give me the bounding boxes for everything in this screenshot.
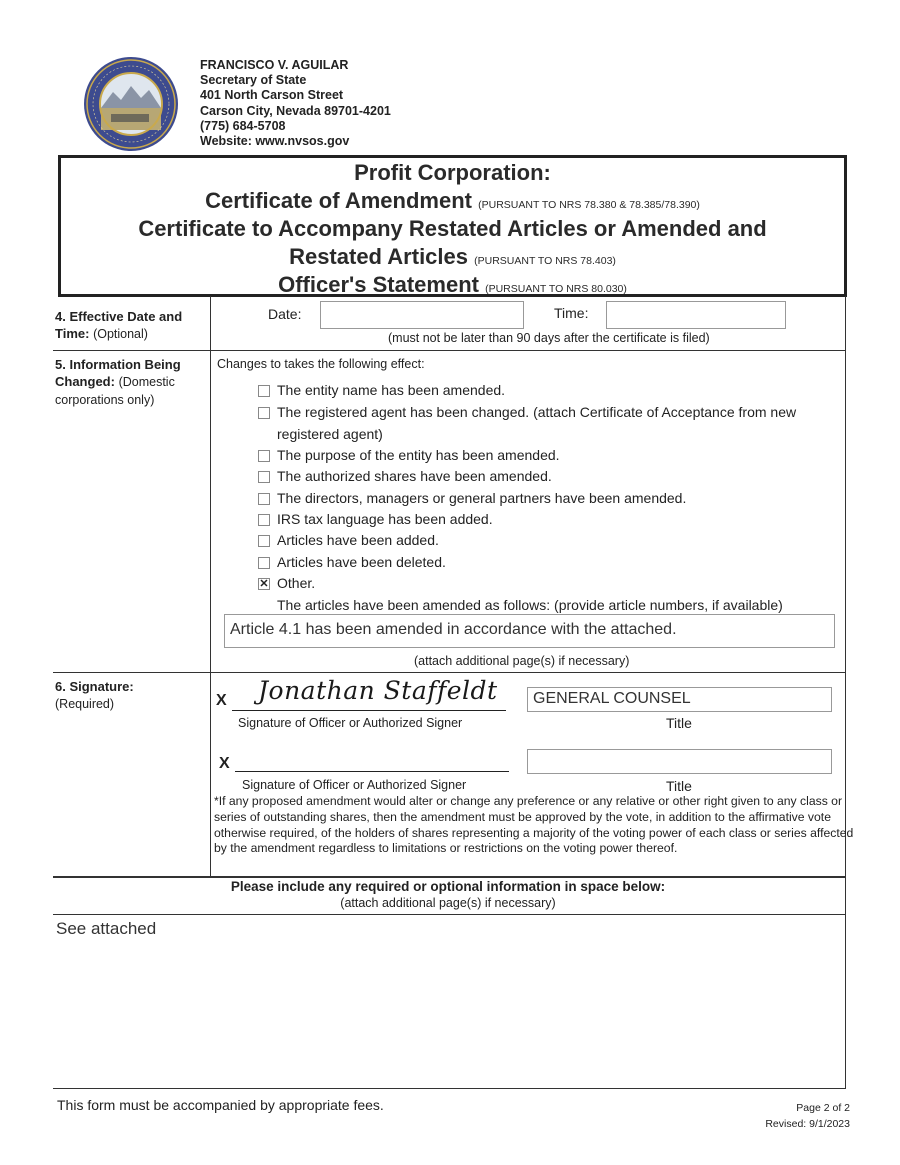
title-line-3: Certificate to Accompany Restated Articles or Amended and	[138, 216, 767, 241]
section-5-label: 5. Information Being Changed: (Domestic corporations only)	[55, 357, 181, 407]
amend-prompt: The articles have been amended as follows: (provide article numbers, if available)	[277, 597, 783, 613]
extra-info-field[interactable]: See attached	[56, 919, 157, 938]
table-column-divider	[210, 296, 211, 876]
office-name: FRANCISCO V. AGUILAR	[200, 58, 349, 72]
checkbox-label: The entity name has been amended.	[277, 382, 506, 398]
checkbox-label: The directors, managers or general partners have been amended.	[277, 490, 687, 506]
checkbox[interactable]	[258, 385, 270, 397]
changes-intro: Changes to takes the following effect:	[217, 357, 425, 371]
office-phone: (775) 684-5708	[200, 118, 286, 133]
checkbox-label: Articles have been deleted.	[277, 554, 446, 570]
checkbox[interactable]	[258, 450, 270, 462]
checkbox-label: Other.	[277, 575, 316, 591]
row-divider-4	[53, 350, 846, 351]
checkbox[interactable]	[258, 557, 270, 569]
form-title-box	[58, 155, 847, 297]
title-line-4: Restated Articles (PURSUANT TO NRS 78.403)	[289, 244, 616, 269]
title-caption-2: Title	[666, 778, 692, 794]
signature-x-mark-1: X	[216, 692, 227, 709]
section-4-label: 4. Effective Date and Time: (Optional)	[55, 309, 183, 341]
checkbox[interactable]	[258, 514, 270, 526]
checkbox[interactable]	[258, 493, 270, 505]
row-divider-6	[53, 876, 846, 878]
signature-caption-2: Signature of Officer or Authorized Signer	[242, 778, 467, 792]
amendment-footnote: *If any proposed amendment would alter or change any preference or any relative or other right given to any class or series of outstanding shares, then the amendment must be approved by the vote, in addition to the affirmative vote otherwise required, of the holders of shares representing a majority of the voting power of each class or series affected by the amendment regardless to limitations or restrictions on the voting power thereof.	[214, 794, 854, 856]
checkbox-label-continued: registered agent)	[277, 426, 383, 442]
signature-x-mark-2: X	[219, 755, 230, 772]
effective-date-note: (must not be later than 90 days after the certificate is filed)	[388, 331, 710, 345]
title-line-5-note: (PURSUANT TO NRS 80.030)	[485, 283, 627, 295]
signature-line-1	[232, 710, 506, 711]
title-line-1: Profit Corporation:	[354, 160, 551, 185]
revision-date: Revised: 9/1/2023	[765, 1118, 850, 1130]
title-field-2[interactable]	[527, 749, 832, 774]
checkbox-label: Articles have been added.	[277, 532, 439, 548]
fees-notice: This form must be accompanied by appropriate fees.	[57, 1097, 384, 1113]
signature-1-handwritten: Jonathan Staffeldt	[258, 676, 498, 705]
table-right-border	[845, 296, 846, 1088]
signature-line-2[interactable]	[235, 771, 509, 772]
issuing-office	[200, 58, 391, 149]
office-city: Carson City, Nevada 89701-4201	[200, 103, 391, 118]
extra-info-heading: Please include any required or optional information in space below:	[230, 879, 666, 894]
checkbox-label: IRS tax language has been added.	[277, 511, 493, 527]
checkbox[interactable]	[258, 407, 270, 419]
section-6-label: 6. Signature: (Required)	[55, 679, 134, 711]
time-label: Time:	[554, 305, 589, 321]
checkbox[interactable]: ✕	[259, 578, 269, 590]
title-line-2-note: (PURSUANT TO NRS 78.380 & 78.385/78.390)	[478, 199, 700, 211]
checkbox-label: The purpose of the entity has been amended.	[277, 447, 560, 463]
attach-note: (attach additional page(s) if necessary)	[414, 654, 630, 668]
title-line-4-note: (PURSUANT TO NRS 78.403)	[474, 255, 616, 267]
title-field-1[interactable]: GENERAL COUNSEL	[527, 687, 832, 712]
office-street: 401 North Carson Street	[200, 88, 344, 103]
date-field[interactable]	[320, 301, 524, 329]
page-number: Page 2 of 2	[796, 1102, 850, 1114]
extra-info-subheading: (attach additional page(s) if necessary)	[340, 896, 556, 910]
table-bottom-border	[53, 1088, 846, 1089]
office-website: Website: www.nvsos.gov	[200, 134, 350, 149]
nevada-state-seal	[83, 56, 179, 152]
office-role: Secretary of State	[200, 73, 307, 88]
signature-caption-1: Signature of Officer or Authorized Signer	[238, 716, 463, 730]
checkbox-label: The authorized shares have been amended.	[277, 468, 552, 484]
title-line-5: Officer's Statement (PURSUANT TO NRS 80.030)	[278, 272, 627, 297]
checkbox-label: The registered agent has been changed. (attach Certificate of Acceptance from new	[277, 404, 797, 420]
title-line-2: Certificate of Amendment (PURSUANT TO NRS 78.380 & 78.385/78.390)	[205, 188, 700, 213]
checkbox[interactable]	[258, 535, 270, 547]
row-divider-extra	[53, 914, 846, 915]
row-divider-5	[53, 672, 846, 673]
date-label: Date:	[268, 306, 302, 322]
amendment-text-field[interactable]: Article 4.1 has been amended in accordance with the attached.	[224, 614, 835, 648]
checkbox[interactable]	[258, 471, 270, 483]
time-field[interactable]	[606, 301, 786, 329]
title-caption-1: Title	[666, 715, 692, 731]
